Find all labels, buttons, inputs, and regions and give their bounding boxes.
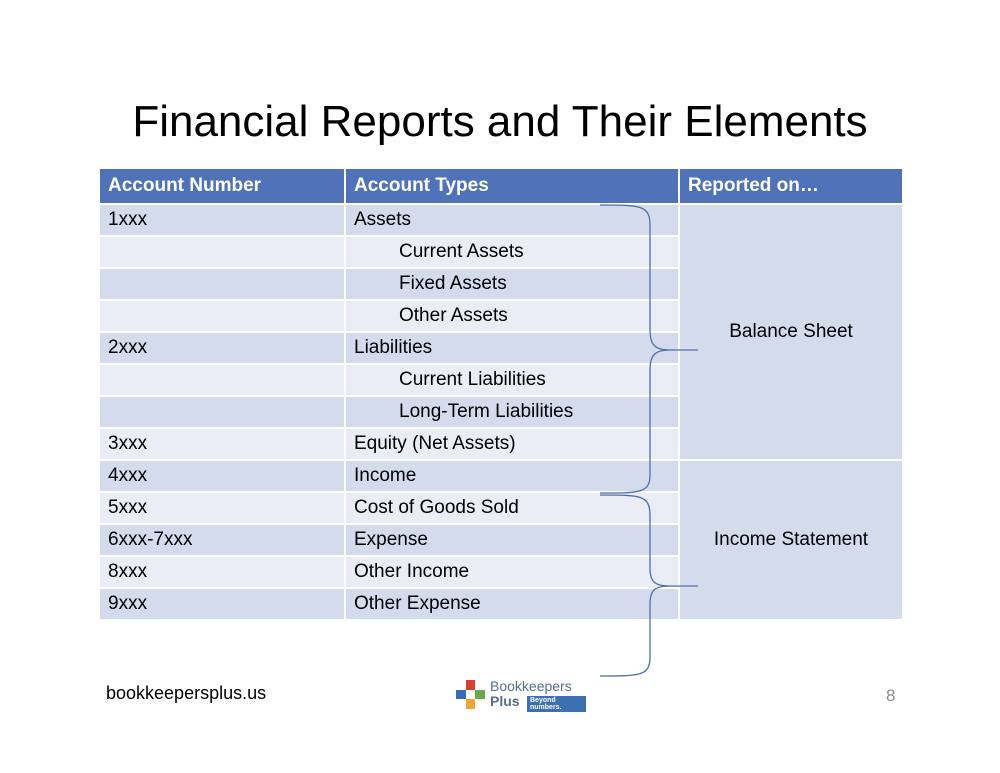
- account-type-cell: Liabilities: [345, 332, 679, 364]
- table-row: [99, 460, 903, 492]
- account-type-cell: Cost of Goods Sold: [345, 492, 679, 524]
- account-type-cell: Long-Term Liabilities: [345, 396, 679, 428]
- slide-title: Financial Reports and Their Elements: [132, 97, 868, 146]
- account-number-cell: 4xxx: [99, 460, 345, 492]
- account-type-cell: Current Assets: [345, 236, 679, 268]
- account-number-cell: 3xxx: [99, 428, 345, 460]
- page-number: 8: [886, 686, 896, 705]
- account-number-cell: [99, 236, 345, 268]
- account-number-cell: 2xxx: [99, 332, 345, 364]
- account-type-cell: Fixed Assets: [345, 268, 679, 300]
- account-number-cell: [99, 300, 345, 332]
- report-income-statement: Income Statement: [679, 460, 903, 620]
- account-number-cell: 1xxx: [99, 204, 345, 236]
- account-number-cell: 9xxx: [99, 588, 345, 620]
- account-type-cell: Equity (Net Assets): [345, 428, 679, 460]
- account-number-cell: 5xxx: [99, 492, 345, 524]
- account-number-cell: 6xxx-7xxx: [99, 524, 345, 556]
- logo-line1: Bookkeepers: [490, 678, 572, 694]
- table-header-row: [99, 168, 903, 204]
- account-number-cell: [99, 364, 345, 396]
- accounts-table: [98, 167, 904, 621]
- report-balance-sheet: Balance Sheet: [679, 204, 903, 460]
- bookkeepers-plus-logo: [456, 680, 586, 710]
- account-number-cell: [99, 396, 345, 428]
- table-row: [99, 204, 903, 236]
- logo-tagline: Beyond numbers.: [527, 696, 586, 712]
- header-account-number: Account Number: [99, 168, 345, 204]
- account-number-cell: 8xxx: [99, 556, 345, 588]
- account-type-cell: Other Assets: [345, 300, 679, 332]
- header-reported-on: Reported on…: [679, 168, 903, 204]
- account-type-cell: Current Liabilities: [345, 364, 679, 396]
- account-type-cell: Other Income: [345, 556, 679, 588]
- account-type-cell: Income: [345, 460, 679, 492]
- plus-cross-icon: [456, 680, 486, 710]
- footer-url: bookkeepersplus.us: [106, 683, 267, 703]
- account-type-cell: Assets: [345, 204, 679, 236]
- account-number-cell: [99, 268, 345, 300]
- account-type-cell: Expense: [345, 524, 679, 556]
- account-type-cell: Other Expense: [345, 588, 679, 620]
- header-account-types: Account Types: [345, 168, 679, 204]
- logo-line2: Plus: [490, 693, 520, 709]
